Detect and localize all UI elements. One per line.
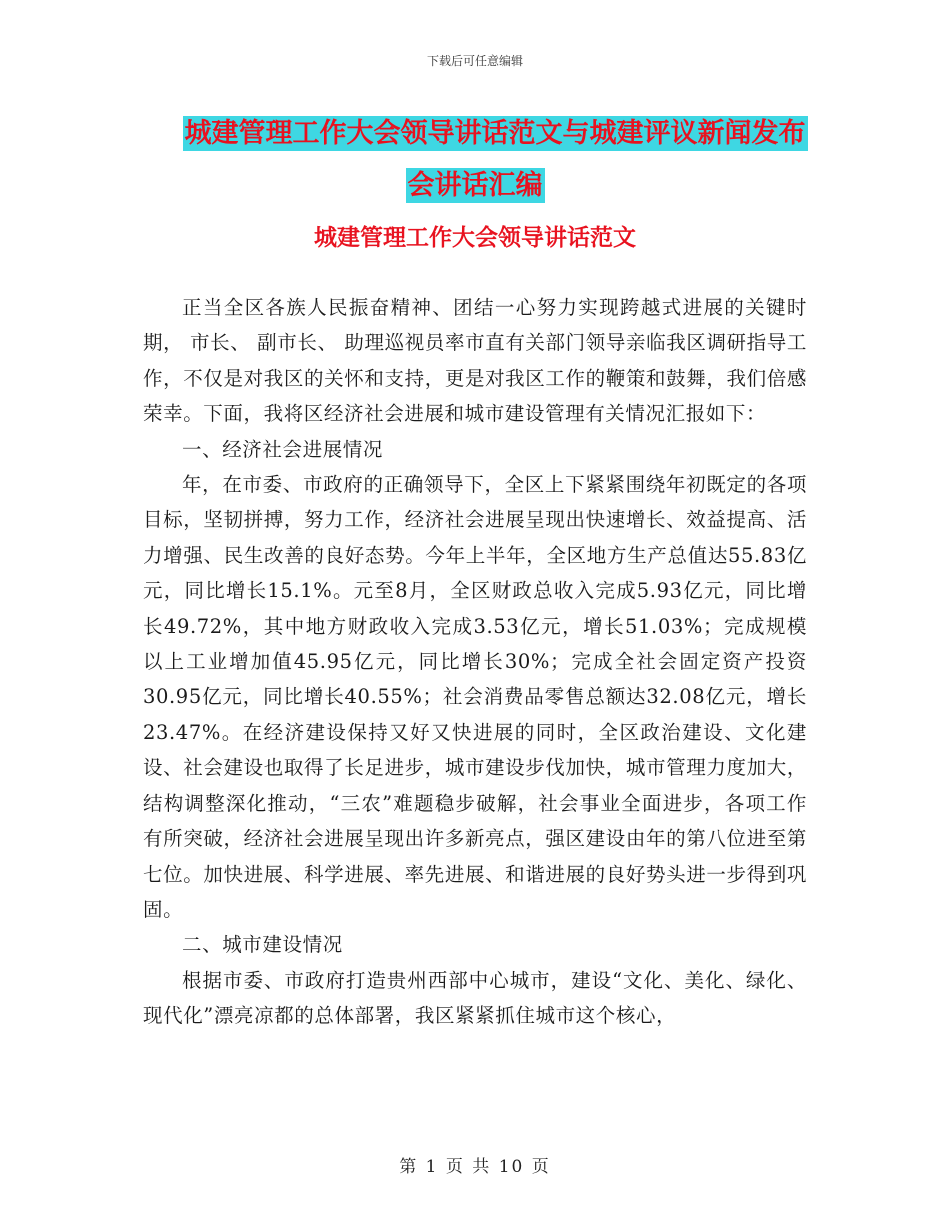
- heading-urban-construction: 二、城市建设情况: [182, 933, 343, 957]
- paragraph-intro: 正当全区各族人民振奋精神、团结一心努力实现跨越式进展的关键时期， 市长、 副市长、 助理巡视员率市直有关部门领导亲临我区调研指导工作，不仅是对我区的关怀和支持，更是对我区工作的鞭策和鼓舞，我们倍感荣幸。下面，我将区经济社会进展和城市建设管理有关情况汇报如下：: [143, 296, 807, 426]
- paragraph-economic-progress: 年，在市委、市政府的正确领导下，全区上下紧紧围绕年初既定的各项目标，坚韧拼搏，努力工作，经济社会进展呈现出快速增长、效益提高、活力增强、民生改善的良好态势。今年上半年，全区地方生产总值达55.83亿元，同比增长15.1%。元至8月，全区财政总收入完成5.93亿元，同比增长49.72%，其中地方财政收入完成3.53亿元，增长51.03%；完成规模以上工业增加值45.95亿元，同比增长30%；完成全社会固定资产投资30.95亿元，同比增长40.55%；社会消费品零售总额达32.08亿元，增长23.47%。在经济建设保持又好又快进展的同时，全区政治建设、文化建设、社会建设也取得了长足进步，城市建设步伐加快，城市管理力度加大，结构调整深化推动，“三农”难题稳步破解，社会事业全面进步，各项工作有所突破，经济社会进展呈现出许多新亮点，强区建设由年的第八位进至第七位。加快进展、科学进展、率先进展、和谐进展的良好势头进一步得到巩固。: [143, 473, 807, 921]
- document-body: [143, 290, 807, 1034]
- document-title-line2: 会讲话汇编: [407, 170, 543, 201]
- heading-economic-progress: 一、经济社会进展情况: [182, 437, 384, 461]
- header-note: 下载后可任意编辑: [426, 54, 523, 68]
- document-title: [0, 108, 950, 212]
- document-title-line1: 城建管理工作大会领导讲话范文与城建评议新闻发布: [184, 118, 806, 149]
- page-number: 第 1 页 共 10 页: [399, 1157, 551, 1177]
- section-title: 城建管理工作大会领导讲话范文: [314, 225, 636, 251]
- paragraph-urban-construction: 根据市委、市政府打造贵州西部中心城市，建设“文化、美化、绿化、现代化”漂亮凉都的总体部署，我区紧紧抓住城市这个核心，: [143, 968, 807, 1028]
